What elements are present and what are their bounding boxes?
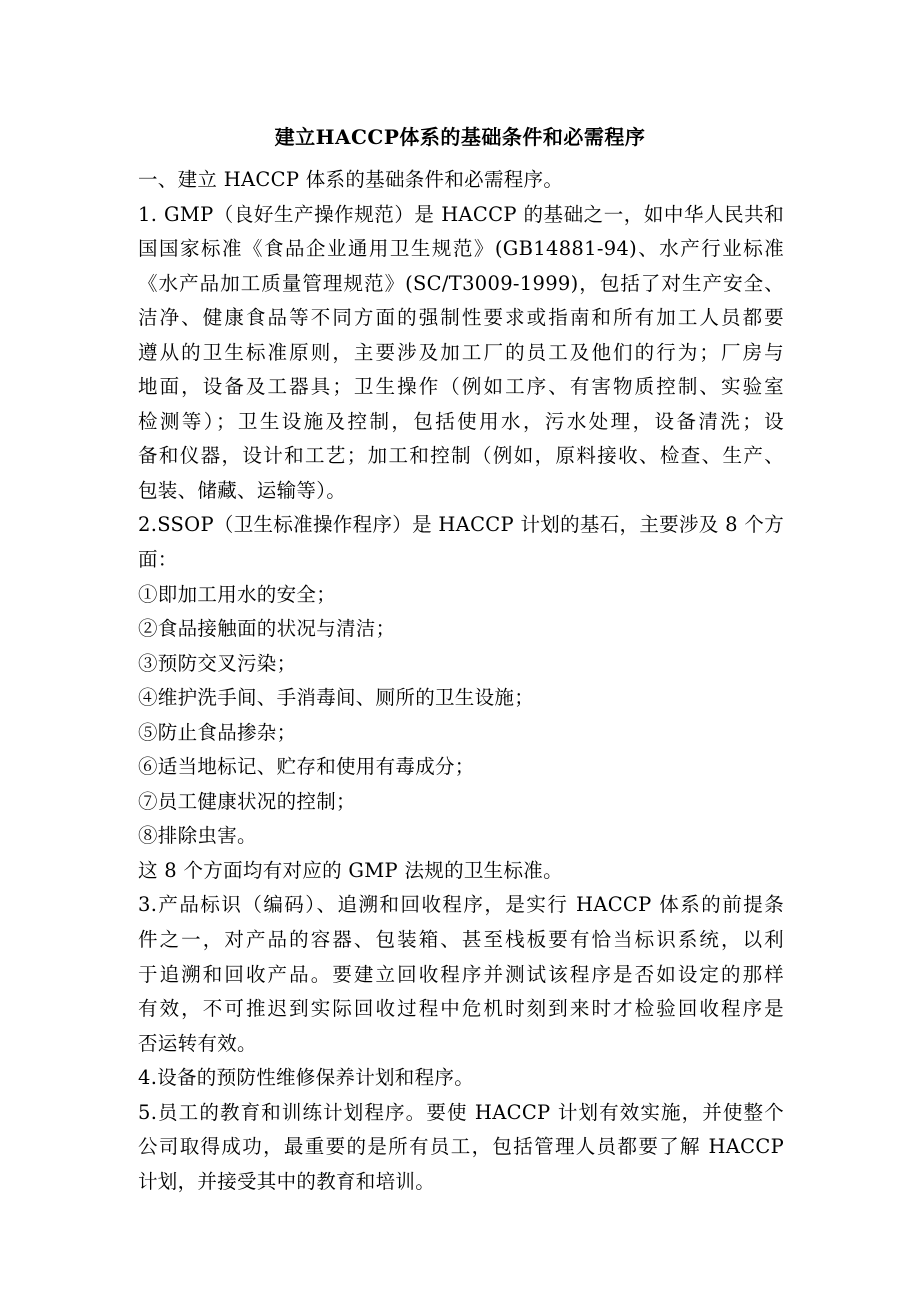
text-line: 2.SSOP（卫生标准操作程序）是 HACCP 计划的基石，主要涉及 8 个方 xyxy=(138,513,784,537)
text-line: ⑦员工健康状况的控制； xyxy=(138,789,356,813)
text-line: ③预防交叉污染； xyxy=(138,651,297,675)
text-line: 一、建立 HACCP 体系的基础条件和必需程序。 xyxy=(138,168,564,191)
text-line: 包装、储藏、运输等）。 xyxy=(138,478,347,502)
document-title: 建立HACCP体系的基础条件和必需程序 xyxy=(274,125,646,149)
text-line: 件之一，对产品的容器、包装箱、甚至栈板要有恰当标识系统，以利 xyxy=(138,928,784,952)
text-line: ⑤防止食品掺杂； xyxy=(138,720,297,744)
text-line: 计划，并接受其中的教育和培训。 xyxy=(138,1169,436,1193)
text-line: 这 8 个方面均有对应的 GMP 法规的卫生标准。 xyxy=(138,858,563,882)
text-line: 面： xyxy=(138,548,178,572)
text-line: ④维护洗手间、手消毒间、厕所的卫生设施； xyxy=(138,686,535,710)
text-line: 《水产品加工质量管理规范》(SC/T3009-1999)，包括了对生产安全、 xyxy=(138,271,784,295)
text-line: ⑥适当地标记、贮存和使用有毒成分； xyxy=(138,755,475,779)
document-body xyxy=(138,163,788,1199)
text-line: ②食品接触面的状况与清洁； xyxy=(138,617,396,641)
text-line: 5.员工的教育和训练计划程序。要使 HACCP 计划有效实施，并使整个 xyxy=(138,1100,784,1124)
text-line: 4.设备的预防性维修保养计划和程序。 xyxy=(138,1066,475,1090)
text-line: 有效，不可推迟到实际回收过程中危机时刻到来时才检验回收程序是 xyxy=(138,997,784,1021)
text-line: 否运转有效。 xyxy=(138,1031,257,1055)
text-line: 地面，设备及工器具；卫生操作（例如工序、有害物质控制、实验室 xyxy=(138,375,784,399)
text-line: 遵从的卫生标准原则，主要涉及加工厂的员工及他们的行为；厂房与 xyxy=(138,340,784,364)
text-line: 备和仪器，设计和工艺；加工和控制（例如，原料接收、检查、生产、 xyxy=(138,444,784,468)
text-line: 国国家标准《食品企业通用卫生规范》(GB14881-94)、水产行业标准 xyxy=(138,237,784,261)
text-line: 于追溯和回收产品。要建立回收程序并测试该程序是否如设定的那样 xyxy=(138,962,784,986)
text-line: 公司取得成功，最重要的是所有员工，包括管理人员都要了解 HACCP xyxy=(138,1135,784,1159)
text-line: 3.产品标识（编码）、追溯和回收程序，是实行 HACCP 体系的前提条 xyxy=(138,893,784,917)
text-line: 检测等）；卫生设施及控制，包括使用水，污水处理，设备清洗；设 xyxy=(138,409,784,433)
text-line: ①即加工用水的安全； xyxy=(138,582,337,606)
text-line: 1. GMP（良好生产操作规范）是 HACCP 的基础之一，如中华人民共和 xyxy=(138,202,784,226)
text-line: ⑧排除虫害。 xyxy=(138,824,257,848)
text-line: 洁净、健康食品等不同方面的强制性要求或指南和所有加工人员都要 xyxy=(138,306,784,330)
